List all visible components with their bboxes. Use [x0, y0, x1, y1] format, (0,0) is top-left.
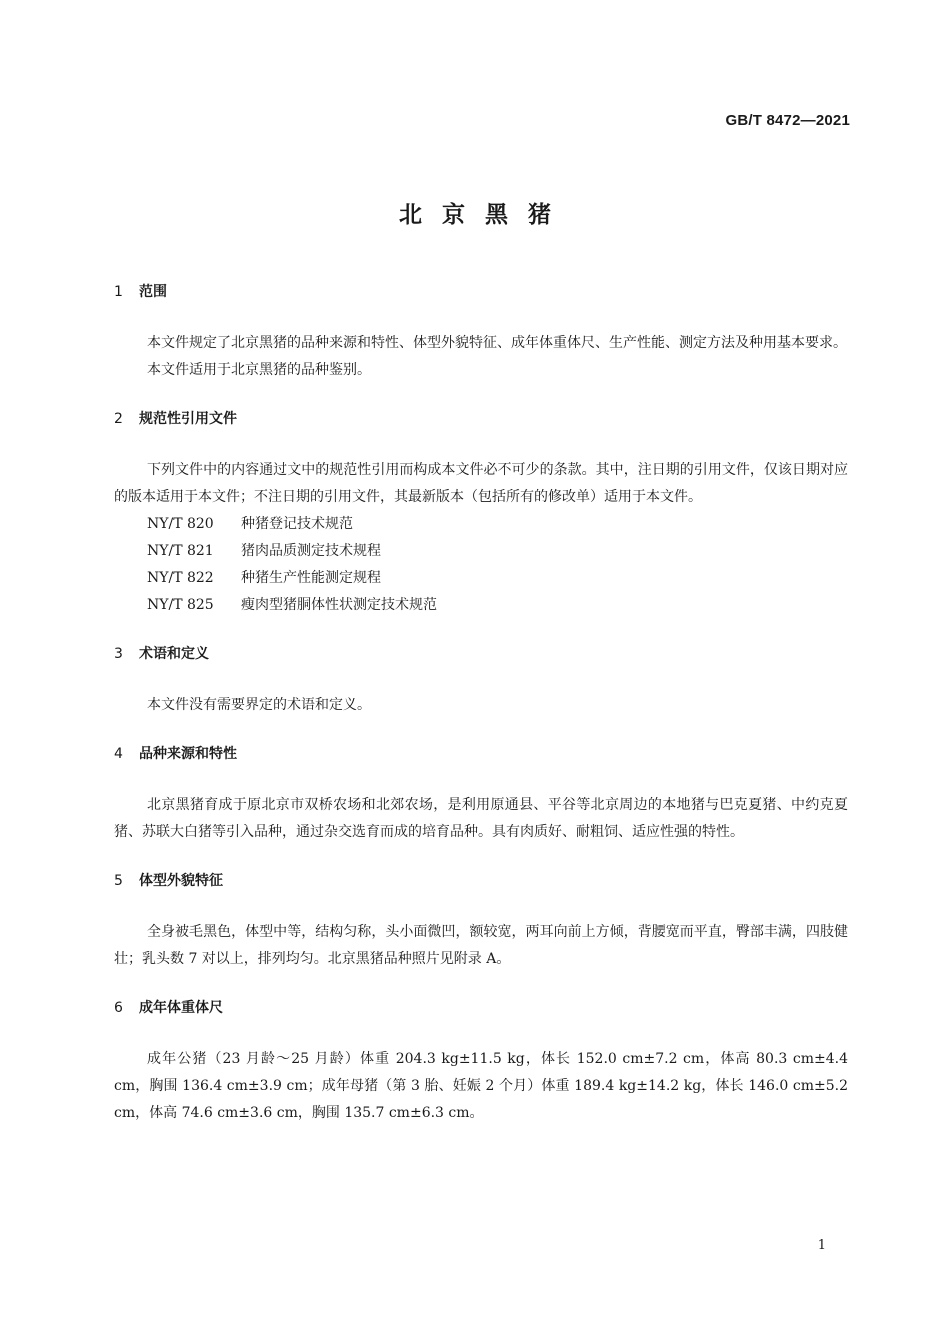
reference-item — [114, 511, 848, 538]
paragraph: 全身被毛黑色，体型中等，结构匀称，头小面微凹，额较宽，两耳向前上方倾，背腰宽而平直，臀部丰满，四肢健壮；乳头数 7 对以上，排列均匀。北京黑猪品种照片见附录 A。 — [114, 924, 848, 967]
reference-code: NY/T 821 — [147, 543, 214, 559]
section-heading — [114, 405, 848, 433]
reference-title: 猪肉品质测定技术规程 — [241, 543, 381, 559]
section-scope — [114, 278, 848, 384]
section-number: 6 — [114, 1000, 123, 1016]
section-heading — [114, 740, 848, 768]
section-heading — [114, 994, 848, 1022]
section-title: 规范性引用文件 — [139, 411, 237, 427]
reference-title: 瘦肉型猪胴体性状测定技术规范 — [241, 597, 437, 613]
standard-number: GB/T 8472—2021 — [725, 112, 850, 129]
section-normative-references — [114, 405, 848, 619]
section-number: 4 — [114, 746, 123, 762]
section-origin-characteristics — [114, 740, 848, 846]
section-number: 3 — [114, 646, 123, 662]
reference-code: NY/T 822 — [147, 570, 214, 586]
reference-title: 种猪登记技术规范 — [241, 516, 353, 532]
section-body-weight-size — [114, 994, 848, 1127]
reference-code: NY/T 825 — [147, 597, 214, 613]
section-title: 成年体重体尺 — [139, 1000, 223, 1016]
document-body — [114, 278, 848, 1127]
section-heading — [114, 640, 848, 668]
paragraph: 本文件没有需要界定的术语和定义。 — [147, 697, 371, 713]
reference-title: 种猪生产性能测定规程 — [241, 570, 381, 586]
section-appearance — [114, 867, 848, 973]
section-title: 术语和定义 — [139, 646, 209, 662]
paragraph: 本文件规定了北京黑猪的品种来源和特性、体型外貌特征、成年体重体尺、生产性能、测定方法及种用基本要求。 — [147, 335, 847, 351]
section-terms-definitions — [114, 640, 848, 719]
reference-item — [114, 538, 848, 565]
section-heading — [114, 278, 848, 306]
section-number: 1 — [114, 284, 123, 300]
paragraph: 成年公猪（23 月龄～25 月龄）体重 204.3 kg±11.5 kg，体长 152.0 cm±7.2 cm，体高 80.3 cm±4.4 cm，胸围 136.4 cm±3.9 cm；成年母猪（第 3 胎、妊娠 2 个月）体重 189.4 kg±14.2 kg，体长 146.0 cm±5.2 cm，体高 74.6 cm±3.6 cm，胸围 135.7 cm±6.3 cm。 — [114, 1051, 848, 1121]
reference-item — [114, 592, 848, 619]
section-heading — [114, 867, 848, 895]
paragraph: 下列文件中的内容通过文中的规范性引用而构成本文件必不可少的条款。其中，注日期的引用文件，仅该日期对应的版本适用于本文件；不注日期的引用文件，其最新版本（包括所有的修改单）适用于本文件。 — [114, 462, 848, 505]
section-title: 体型外貌特征 — [139, 873, 223, 889]
reference-item — [114, 565, 848, 592]
page-number: 1 — [817, 1238, 826, 1253]
section-title: 品种来源和特性 — [139, 746, 237, 762]
section-number: 5 — [114, 873, 123, 889]
reference-list — [114, 511, 848, 619]
document-title: 北京黑猪 — [399, 202, 571, 228]
paragraph: 北京黑猪育成于原北京市双桥农场和北郊农场，是利用原通县、平谷等北京周边的本地猪与巴克夏猪、中约克夏猪、苏联大白猪等引入品种，通过杂交选育而成的培育品种。具有肉质好、耐粗饲、适应性强的特性。 — [114, 797, 848, 840]
paragraph: 本文件适用于北京黑猪的品种鉴别。 — [147, 362, 371, 378]
section-number: 2 — [114, 411, 123, 427]
reference-code: NY/T 820 — [147, 516, 214, 532]
section-title: 范围 — [139, 284, 167, 300]
